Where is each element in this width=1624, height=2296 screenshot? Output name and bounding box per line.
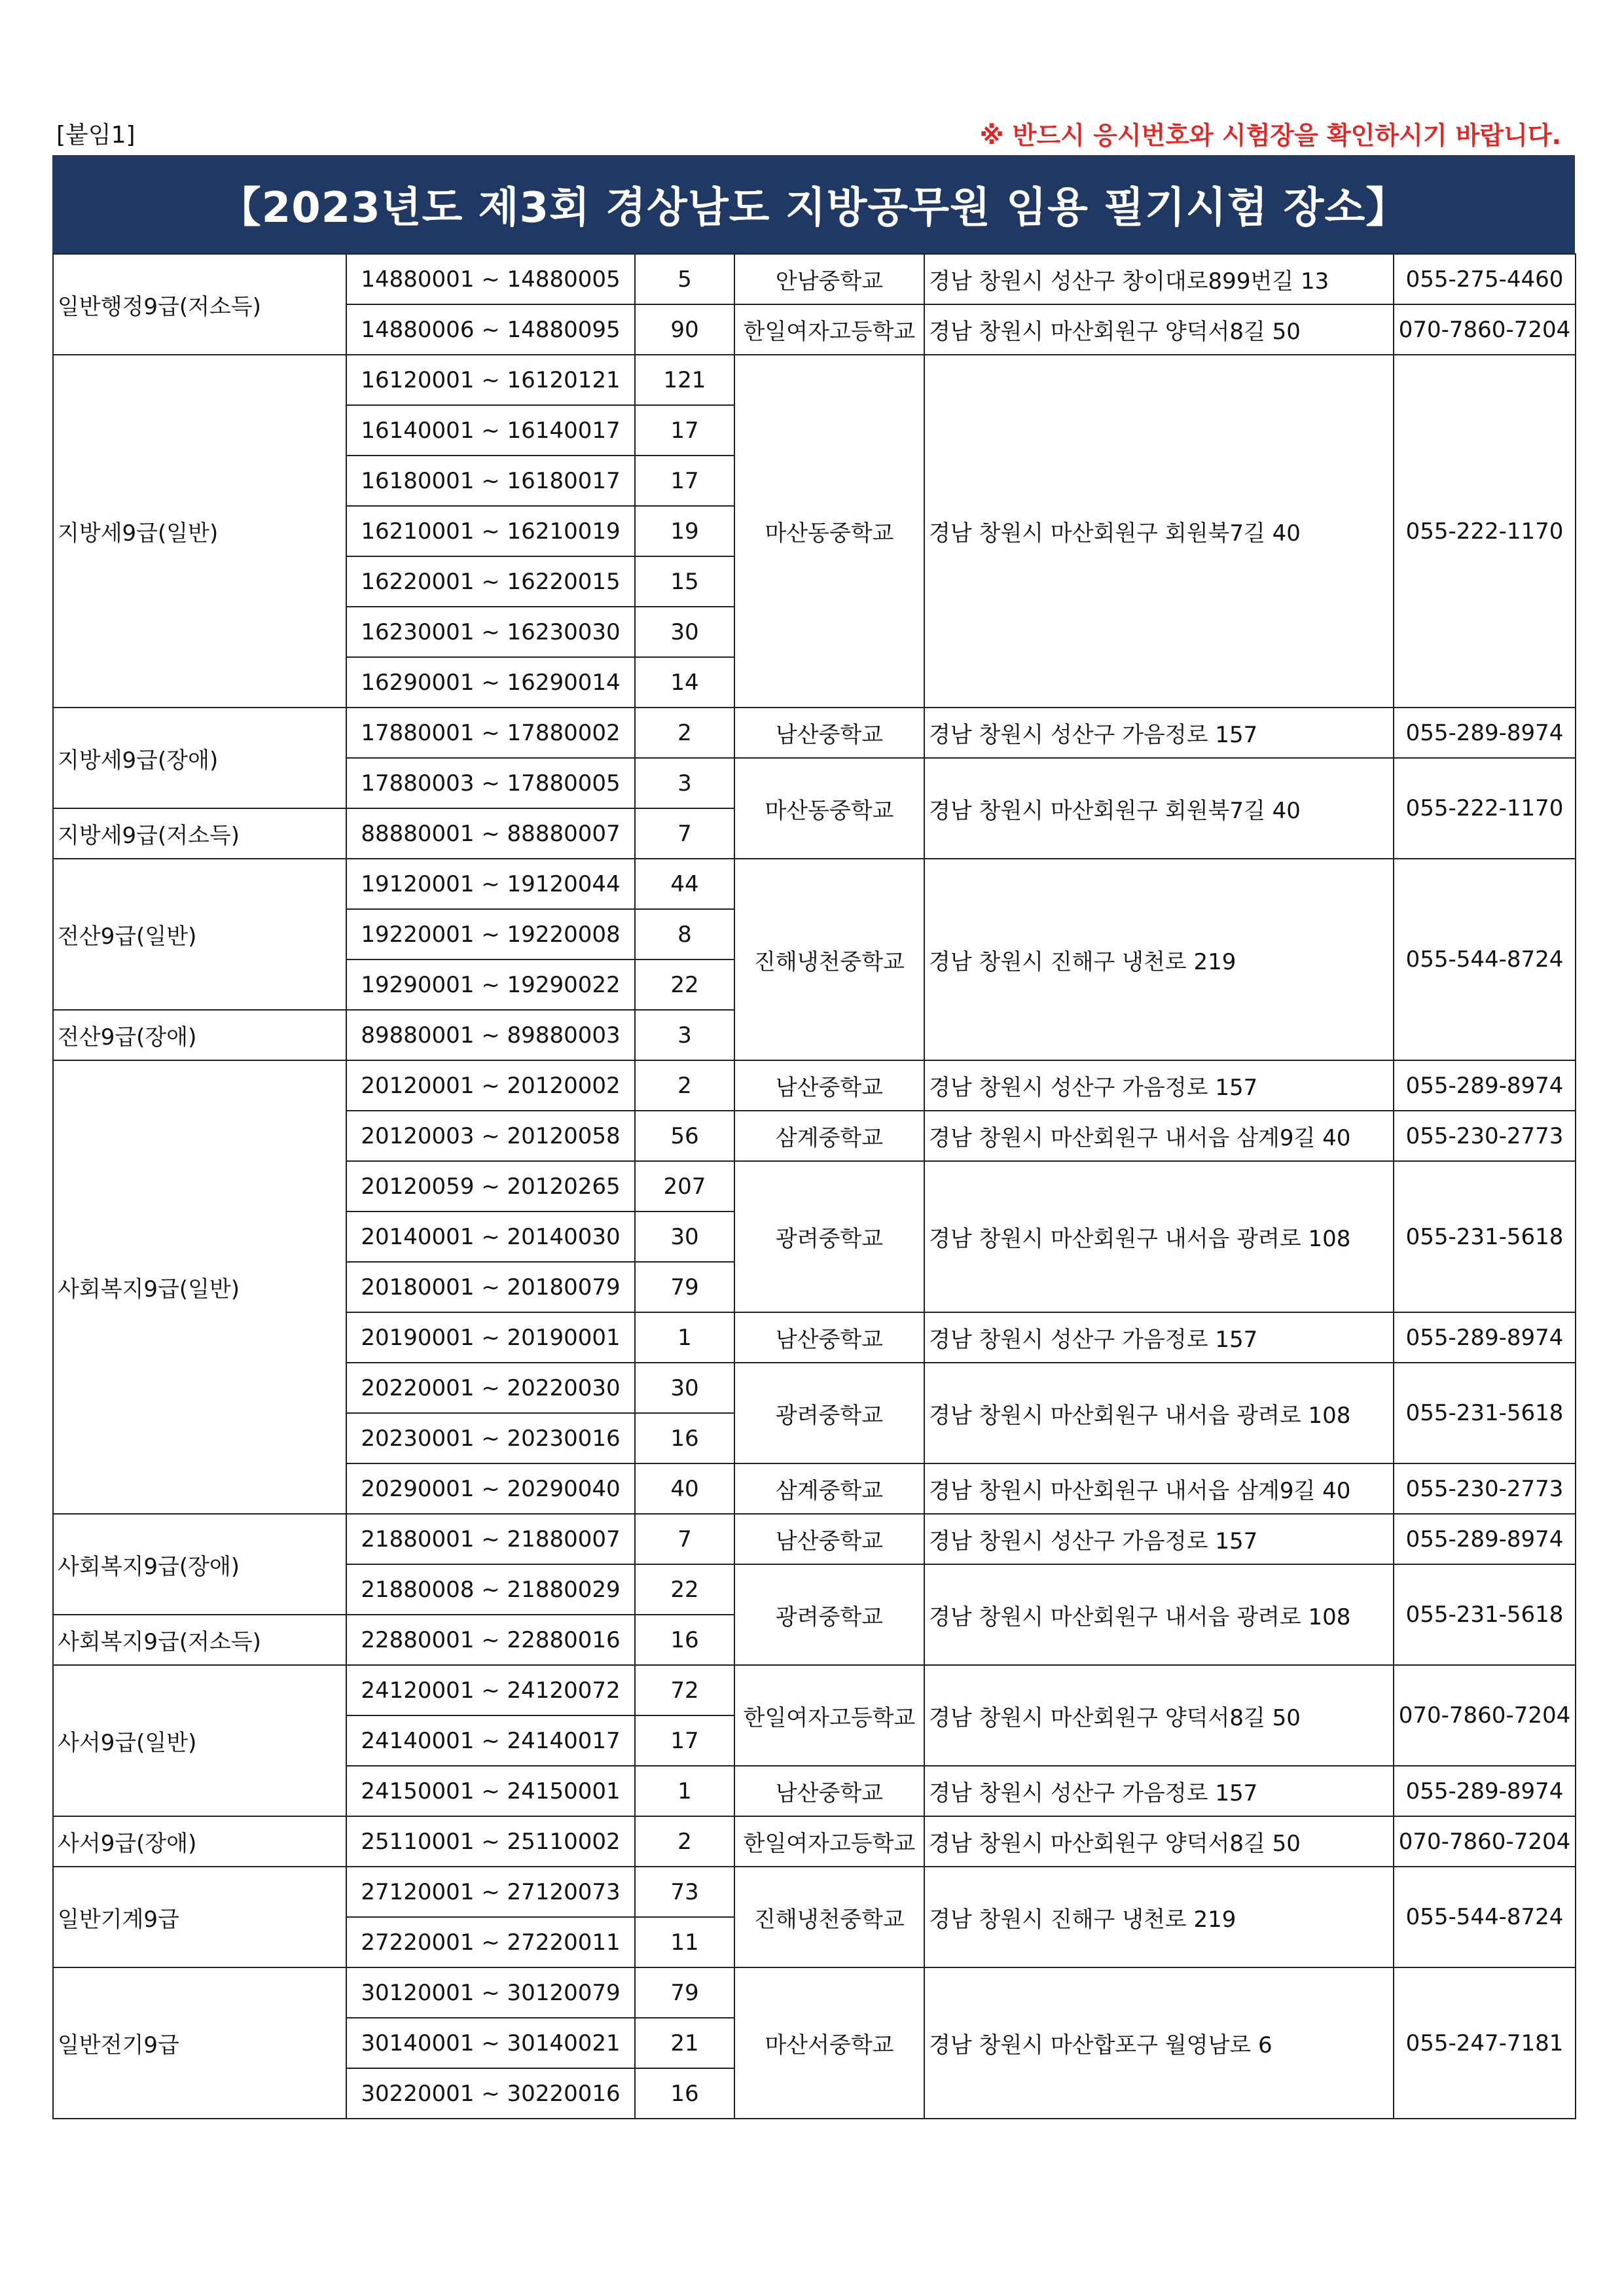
candidate-count: 56 bbox=[635, 1111, 734, 1161]
exam-number-range: 20140001 ~ 20140030 bbox=[346, 1211, 635, 1262]
attachment-label: [붙임1] bbox=[56, 122, 135, 149]
school-phone: 055-289-8974 bbox=[1394, 1514, 1576, 1564]
table-row bbox=[53, 355, 1576, 405]
candidate-count: 15 bbox=[635, 556, 734, 607]
exam-number-range: 21880008 ~ 21880029 bbox=[346, 1564, 635, 1615]
candidate-count: 7 bbox=[635, 1514, 734, 1564]
school-address: 경남 창원시 성산구 창이대로899번길 13 bbox=[924, 254, 1394, 304]
school-name: 진해냉천중학교 bbox=[734, 859, 924, 1060]
candidate-count: 40 bbox=[635, 1463, 734, 1514]
notice-text: ※ 반드시 응시번호와 시험장을 확인하시기 바랍니다. bbox=[979, 121, 1561, 150]
school-phone: 055-231-5618 bbox=[1394, 1564, 1576, 1665]
candidate-count: 30 bbox=[635, 607, 734, 657]
candidate-count: 79 bbox=[635, 1262, 734, 1312]
exam-number-range: 16220001 ~ 16220015 bbox=[346, 556, 635, 607]
school-name: 남산중학교 bbox=[734, 1060, 924, 1111]
school-phone: 070-7860-7204 bbox=[1394, 1816, 1576, 1867]
school-name: 광려중학교 bbox=[734, 1363, 924, 1463]
exam-number-range: 14880006 ~ 14880095 bbox=[346, 304, 635, 355]
school-phone: 055-275-4460 bbox=[1394, 254, 1576, 304]
exam-number-range: 89880001 ~ 89880003 bbox=[346, 1010, 635, 1060]
school-phone: 055-247-7181 bbox=[1394, 1967, 1576, 2119]
candidate-count: 30 bbox=[635, 1363, 734, 1413]
candidate-count: 16 bbox=[635, 1413, 734, 1463]
school-phone: 055-222-1170 bbox=[1394, 758, 1576, 859]
exam-number-range: 14880001 ~ 14880005 bbox=[346, 254, 635, 304]
table-row bbox=[53, 708, 1576, 758]
school-address: 경남 창원시 성산구 가음정로 157 bbox=[924, 1312, 1394, 1363]
page-title: 【2023년도 제3회 경상남도 지방공무원 임용 필기시험 장소】 bbox=[52, 155, 1575, 253]
candidate-count: 207 bbox=[635, 1161, 734, 1211]
exam-number-range: 22880001 ~ 22880016 bbox=[346, 1615, 635, 1665]
exam-number-range: 20230001 ~ 20230016 bbox=[346, 1413, 635, 1463]
exam-number-range: 20120001 ~ 20120002 bbox=[346, 1060, 635, 1111]
exam-number-range: 20290001 ~ 20290040 bbox=[346, 1463, 635, 1514]
school-name: 남산중학교 bbox=[734, 1514, 924, 1564]
exam-category: 지방세9급(장애) bbox=[53, 708, 346, 808]
exam-number-range: 17880001 ~ 17880002 bbox=[346, 708, 635, 758]
school-phone: 055-230-2773 bbox=[1394, 1111, 1576, 1161]
candidate-count: 1 bbox=[635, 1766, 734, 1816]
school-address: 경남 창원시 진해구 냉천로 219 bbox=[924, 1867, 1394, 1967]
exam-category: 지방세9급(저소득) bbox=[53, 808, 346, 859]
exam-number-range: 19290001 ~ 19290022 bbox=[346, 960, 635, 1010]
exam-number-range: 19120001 ~ 19120044 bbox=[346, 859, 635, 909]
candidate-count: 11 bbox=[635, 1917, 734, 1967]
candidate-count: 22 bbox=[635, 960, 734, 1010]
school-name: 마산동중학교 bbox=[734, 355, 924, 708]
school-phone: 055-289-8974 bbox=[1394, 1766, 1576, 1816]
table-body bbox=[53, 254, 1576, 2119]
table-row bbox=[53, 859, 1576, 909]
candidate-count: 44 bbox=[635, 859, 734, 909]
school-name: 삼계중학교 bbox=[734, 1463, 924, 1514]
school-address: 경남 창원시 마산합포구 월영남로 6 bbox=[924, 1967, 1394, 2119]
exam-category: 일반기계9급 bbox=[53, 1867, 346, 1967]
school-name: 한일여자고등학교 bbox=[734, 1665, 924, 1766]
exam-category: 사회복지9급(장애) bbox=[53, 1514, 346, 1615]
exam-number-range: 88880001 ~ 88880007 bbox=[346, 808, 635, 859]
school-address: 경남 창원시 마산회원구 내서읍 광려로 108 bbox=[924, 1363, 1394, 1463]
table-row bbox=[53, 254, 1576, 304]
table-row bbox=[53, 1665, 1576, 1715]
school-address: 경남 창원시 마산회원구 회원북7길 40 bbox=[924, 355, 1394, 708]
exam-category: 지방세9급(일반) bbox=[53, 355, 346, 708]
exam-category: 전산9급(일반) bbox=[53, 859, 346, 1010]
school-phone: 055-231-5618 bbox=[1394, 1161, 1576, 1312]
candidate-count: 16 bbox=[635, 2068, 734, 2119]
candidate-count: 17 bbox=[635, 1715, 734, 1766]
exam-number-range: 25110001 ~ 25110002 bbox=[346, 1816, 635, 1867]
exam-number-range: 24120001 ~ 24120072 bbox=[346, 1665, 635, 1715]
candidate-count: 90 bbox=[635, 304, 734, 355]
school-phone: 055-231-5618 bbox=[1394, 1363, 1576, 1463]
school-address: 경남 창원시 마산회원구 회원북7길 40 bbox=[924, 758, 1394, 859]
candidate-count: 16 bbox=[635, 1615, 734, 1665]
school-name: 남산중학교 bbox=[734, 1312, 924, 1363]
exam-number-range: 16290001 ~ 16290014 bbox=[346, 657, 635, 708]
candidate-count: 19 bbox=[635, 506, 734, 556]
school-name: 삼계중학교 bbox=[734, 1111, 924, 1161]
exam-number-range: 21880001 ~ 21880007 bbox=[346, 1514, 635, 1564]
exam-category: 사서9급(장애) bbox=[53, 1816, 346, 1867]
exam-number-range: 27120001 ~ 27120073 bbox=[346, 1867, 635, 1917]
exam-number-range: 20180001 ~ 20180079 bbox=[346, 1262, 635, 1312]
table-row bbox=[53, 1967, 1576, 2018]
school-address: 경남 창원시 마산회원구 양덕서8길 50 bbox=[924, 1816, 1394, 1867]
exam-number-range: 30220001 ~ 30220016 bbox=[346, 2068, 635, 2119]
exam-number-range: 27220001 ~ 27220011 bbox=[346, 1917, 635, 1967]
school-name: 마산동중학교 bbox=[734, 758, 924, 859]
exam-number-range: 20120003 ~ 20120058 bbox=[346, 1111, 635, 1161]
school-address: 경남 창원시 성산구 가음정로 157 bbox=[924, 708, 1394, 758]
exam-category: 사회복지9급(일반) bbox=[53, 1060, 346, 1514]
school-address: 경남 창원시 마산회원구 양덕서8길 50 bbox=[924, 1665, 1394, 1766]
school-phone: 055-289-8974 bbox=[1394, 1312, 1576, 1363]
exam-number-range: 19220001 ~ 19220008 bbox=[346, 909, 635, 960]
candidate-count: 8 bbox=[635, 909, 734, 960]
candidate-count: 79 bbox=[635, 1967, 734, 2018]
school-address: 경남 창원시 진해구 냉천로 219 bbox=[924, 859, 1394, 1060]
school-address: 경남 창원시 성산구 가음정로 157 bbox=[924, 1060, 1394, 1111]
exam-number-range: 16140001 ~ 16140017 bbox=[346, 405, 635, 456]
school-address: 경남 창원시 마산회원구 양덕서8길 50 bbox=[924, 304, 1394, 355]
school-phone: 055-222-1170 bbox=[1394, 355, 1576, 708]
candidate-count: 3 bbox=[635, 1010, 734, 1060]
school-address: 경남 창원시 성산구 가음정로 157 bbox=[924, 1514, 1394, 1564]
candidate-count: 5 bbox=[635, 254, 734, 304]
school-name: 한일여자고등학교 bbox=[734, 304, 924, 355]
exam-category: 일반전기9급 bbox=[53, 1967, 346, 2119]
table-row bbox=[53, 1514, 1576, 1564]
school-address: 경남 창원시 성산구 가음정로 157 bbox=[924, 1766, 1394, 1816]
school-phone: 055-544-8724 bbox=[1394, 859, 1576, 1060]
exam-category: 사서9급(일반) bbox=[53, 1665, 346, 1816]
candidate-count: 121 bbox=[635, 355, 734, 405]
exam-category: 일반행정9급(저소득) bbox=[53, 254, 346, 355]
school-name: 한일여자고등학교 bbox=[734, 1816, 924, 1867]
school-address: 경남 창원시 마산회원구 내서읍 광려로 108 bbox=[924, 1161, 1394, 1312]
table-row bbox=[53, 1867, 1576, 1917]
school-address: 경남 창원시 마산회원구 내서읍 삼계9길 40 bbox=[924, 1111, 1394, 1161]
school-address: 경남 창원시 마산회원구 내서읍 광려로 108 bbox=[924, 1564, 1394, 1665]
school-name: 남산중학교 bbox=[734, 708, 924, 758]
candidate-count: 2 bbox=[635, 708, 734, 758]
candidate-count: 72 bbox=[635, 1665, 734, 1715]
table-row bbox=[53, 1816, 1576, 1867]
school-name: 진해냉천중학교 bbox=[734, 1867, 924, 1967]
exam-number-range: 20220001 ~ 20220030 bbox=[346, 1363, 635, 1413]
school-phone: 055-289-8974 bbox=[1394, 708, 1576, 758]
exam-number-range: 24140001 ~ 24140017 bbox=[346, 1715, 635, 1766]
candidate-count: 2 bbox=[635, 1816, 734, 1867]
school-name: 안남중학교 bbox=[734, 254, 924, 304]
exam-number-range: 30120001 ~ 30120079 bbox=[346, 1967, 635, 2018]
school-name: 남산중학교 bbox=[734, 1766, 924, 1816]
exam-category: 전산9급(장애) bbox=[53, 1010, 346, 1060]
candidate-count: 21 bbox=[635, 2018, 734, 2068]
exam-category: 사회복지9급(저소득) bbox=[53, 1615, 346, 1665]
school-phone: 055-289-8974 bbox=[1394, 1060, 1576, 1111]
exam-number-range: 16230001 ~ 16230030 bbox=[346, 607, 635, 657]
exam-number-range: 16120001 ~ 16120121 bbox=[346, 355, 635, 405]
candidate-count: 14 bbox=[635, 657, 734, 708]
exam-number-range: 20190001 ~ 20190001 bbox=[346, 1312, 635, 1363]
candidate-count: 22 bbox=[635, 1564, 734, 1615]
candidate-count: 7 bbox=[635, 808, 734, 859]
exam-location-table bbox=[52, 253, 1576, 2119]
candidate-count: 2 bbox=[635, 1060, 734, 1111]
exam-number-range: 20120059 ~ 20120265 bbox=[346, 1161, 635, 1211]
candidate-count: 3 bbox=[635, 758, 734, 808]
exam-number-range: 16210001 ~ 16210019 bbox=[346, 506, 635, 556]
school-address: 경남 창원시 마산회원구 내서읍 삼계9길 40 bbox=[924, 1463, 1394, 1514]
table-row bbox=[53, 1060, 1576, 1111]
exam-number-range: 17880003 ~ 17880005 bbox=[346, 758, 635, 808]
school-phone: 055-544-8724 bbox=[1394, 1867, 1576, 1967]
exam-number-range: 16180001 ~ 16180017 bbox=[346, 456, 635, 506]
exam-number-range: 30140001 ~ 30140021 bbox=[346, 2018, 635, 2068]
candidate-count: 17 bbox=[635, 405, 734, 456]
school-name: 광려중학교 bbox=[734, 1564, 924, 1665]
school-phone: 070-7860-7204 bbox=[1394, 304, 1576, 355]
exam-number-range: 24150001 ~ 24150001 bbox=[346, 1766, 635, 1816]
school-phone: 070-7860-7204 bbox=[1394, 1665, 1576, 1766]
candidate-count: 73 bbox=[635, 1867, 734, 1917]
candidate-count: 30 bbox=[635, 1211, 734, 1262]
school-phone: 055-230-2773 bbox=[1394, 1463, 1576, 1514]
candidate-count: 1 bbox=[635, 1312, 734, 1363]
school-name: 광려중학교 bbox=[734, 1161, 924, 1312]
candidate-count: 17 bbox=[635, 456, 734, 506]
school-name: 마산서중학교 bbox=[734, 1967, 924, 2119]
